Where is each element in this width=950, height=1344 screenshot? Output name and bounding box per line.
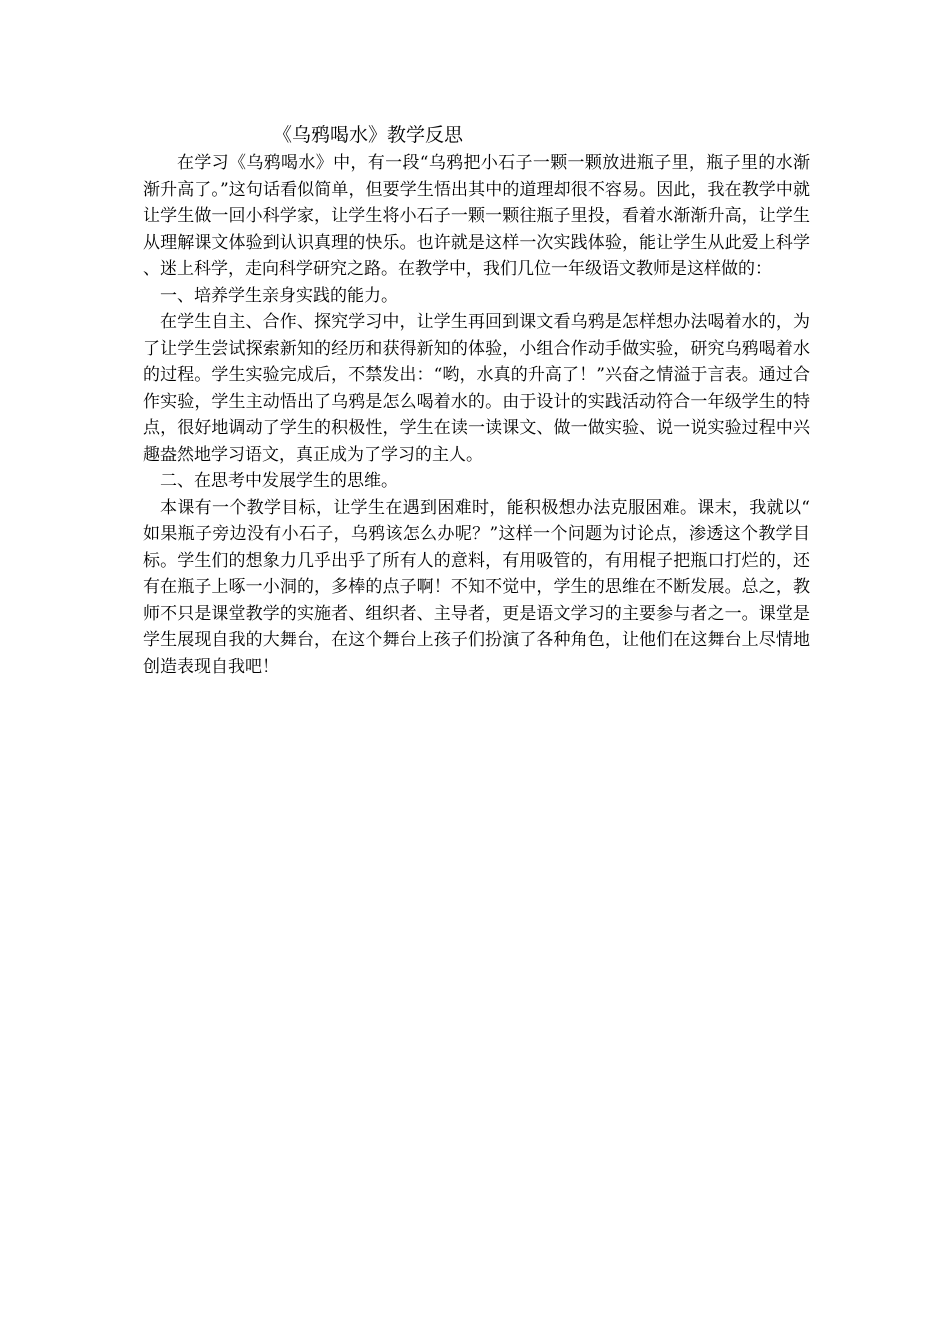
- document-title: 《乌鸦喝水》教学反思: [273, 124, 464, 146]
- section1-heading: 一、培养学生亲身实践的能力。: [160, 285, 398, 306]
- section2-paragraph: 本课有一个教学目标，让学生在遇到困难时，能积极想办法克服困难。课末，我就以“如果瓶子旁边没有小石子，乌鸦该怎么办呢？”这样一个问题为讨论点，渗透这个教学目标。学生们的想象力几乎出乎了所有人的意料，有用吸管的，有用棍子把瓶口打烂的，还有在瓶子上啄一小洞的，多棒的点子啊！不知不觉中，学生的思维在不断发展。总之，教师不只是课堂教学的实施者、组织者、主导者，更是语文学习的主要参与者之一。课堂是学生展现自我的大舞台，在这个舞台上孩子们扮演了各种角色，让他们在这舞台上尽情地创造表现自我吧！: [143, 497, 810, 677]
- intro-paragraph: 在学习《乌鸦喝水》中，有一段“乌鸦把小石子一颗一颗放进瓶子里，瓶子里的水渐渐升高了。”这句话看似简单，但要学生悟出其中的道理却很不容易。因此，我在教学中就让学生做一回小科学家，让学生将小石子一颗一颗往瓶子里投，看着水渐渐升高，让学生从理解课文体验到认识真理的快乐。也许就是这样一次实践体验，能让学生从此爱上科学、迷上科学，走向科学研究之路。在教学中，我们几位一年级语文教师是这样做的：: [143, 153, 810, 279]
- section1-paragraph: 在学生自主、合作、探究学习中，让学生再回到课文看乌鸦是怎样想办法喝着水的，为了让学生尝试探索新知的经历和获得新知的体验，小组合作动手做实验，研究乌鸦喝着水的过程。学生实验完成后，不禁发出：“哟，水真的升高了！”兴奋之情溢于言表。通过合作实验，学生主动悟出了乌鸦是怎么喝着水的。由于设计的实践活动符合一年级学生的特点，很好地调动了学生的积极性，学生在读一读课文、做一做实验、说一说实验过程中兴趣盎然地学习语文，真正成为了学习的主人。: [143, 312, 810, 465]
- section2-heading: 二、在思考中发展学生的思维。: [160, 471, 398, 491]
- document-body: [143, 120, 810, 680]
